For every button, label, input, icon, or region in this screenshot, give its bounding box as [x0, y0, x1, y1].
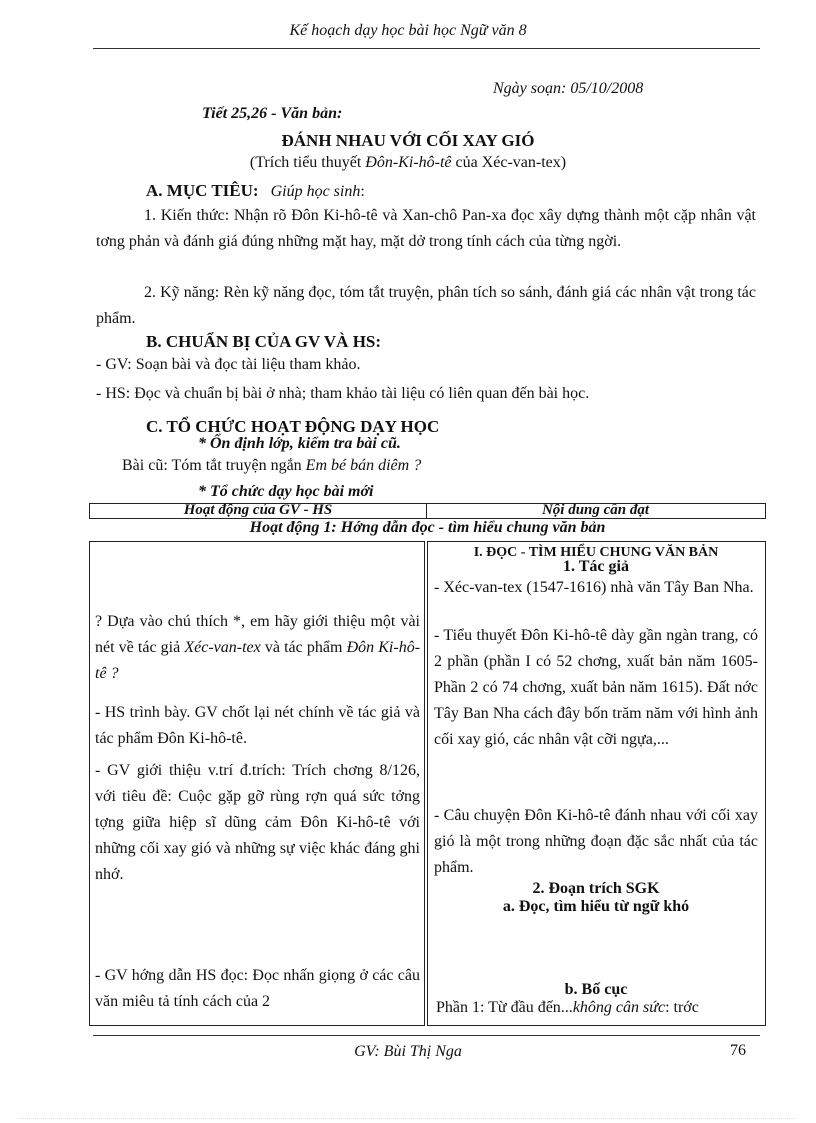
story-text: - Câu chuyện Đôn Ki-hô-tê đánh nhau với cối xay gió là một trong những đoạn đặc sắc nhất của tác phẩm.: [434, 807, 758, 876]
stabilize-line: * Ổn định lớp, kiểm tra bài cũ.: [198, 435, 401, 452]
section-a-colon: :: [360, 183, 365, 200]
header-rule: [93, 48, 760, 49]
page-edge: [20, 1118, 796, 1119]
section-c-heading: C. TỔ CHỨC HOẠT ĐỘNG DẠY HỌC: [146, 417, 440, 436]
table-header: [89, 503, 766, 519]
part1-suffix: : trớc: [665, 999, 699, 1016]
page-header: Kế hoạch dạy học bài học Ngữ văn 8: [289, 22, 527, 39]
question-prefix: ? Dựa vào chú thích *, em hãy giới thiệu một vài nét về tác giả: [95, 613, 420, 656]
section-a-note: Giúp học sinh: [270, 183, 361, 200]
section-a-heading-line: [146, 181, 365, 201]
prep-hs: - HS: Đọc và chuẩn bị bài ở nhà; tham khảo tài liệu có liên quan đến bài học.: [96, 385, 590, 402]
section-a-heading: A. MỤC TIÊU:: [146, 181, 259, 200]
new-lesson-line: * Tổ chức dạy học bài mới: [198, 483, 374, 500]
subtitle-rest: của Xéc-van-tex): [451, 154, 567, 171]
question-work: Đôn Ki-hô-tê ?: [95, 639, 421, 682]
question-author-work: [95, 609, 420, 687]
right-section-title: I. ĐỌC - TÌM HIỂU CHUNG VĂN BẢN: [473, 545, 719, 560]
page-number: 76: [730, 1042, 746, 1059]
gv-read-guide: - GV hớng dẫn HS đọc: Đọc nhấn giọng ở các câu văn miêu tả tính cách của 2: [95, 967, 420, 1010]
lesson-subtitle: [0, 154, 816, 172]
col-left-header: Hoạt động của GV - HS: [183, 503, 333, 518]
part1-prefix: Phần 1: Từ đầu đến...: [436, 999, 573, 1016]
vocab-heading: a. Đọc, tìm hiểu từ ngữ khó: [502, 898, 690, 915]
date-line: Ngày soạn: 05/10/2008: [493, 80, 644, 97]
subtitle-work: Đôn-Ki-hô-tê: [365, 154, 452, 171]
footer-rule: [93, 1035, 760, 1036]
prep-gv: - GV: Soạn bài và đọc tài liệu tham khảo.: [96, 356, 361, 373]
old-lesson-prefix: Bài cũ: Tóm tắt truyện ngắn: [122, 457, 306, 474]
question-author: Xéc-van-tex: [184, 639, 261, 656]
part1-line: [436, 999, 699, 1017]
old-lesson-line: [122, 457, 421, 475]
right-column-box: [427, 541, 766, 1026]
excerpt-heading: 2. Đoạn trích SGK: [532, 880, 660, 897]
subtitle-open: (Trích tiểu thuyết: [249, 154, 366, 171]
author-heading: 1. Tác giả: [563, 558, 629, 575]
footer-author: GV: Bùi Thị Nga: [354, 1043, 462, 1060]
part1-italic: không cân sức: [572, 999, 666, 1016]
gv-intro: - GV giới thiệu v.trí đ.trích: Trích chơng 8/126, với tiêu đề: Cuộc gặp gỡ rùng rợn quá sức tởng tợng giữa hiệp sĩ dũng cảm Đôn Ki-hô-tê với những cối xay gió và những sự việc khác đáng ghi nhớ.: [95, 762, 420, 883]
novel-text: - Tiểu thuyết Đôn Ki-hô-tê dày gần ngàn trang, có 2 phần (phần I có 52 chơng, xuất bản năm 1605- Phần 2 có 74 chơng, xuất bản năm 1615). Đất nớc Tây Ban Nha cách đây bốn trăm năm với hình ảnh cối xay gió, các nhân vật cỡi ngựa,...: [434, 627, 758, 748]
lesson-title: ĐÁNH NHAU VỚI CỐI XAY GIÓ: [281, 131, 535, 150]
layout-heading: b. Bố cục: [564, 981, 628, 998]
question-mid: và tác phẩm: [260, 639, 347, 656]
activity-title: Hoạt động 1: Hớng dẫn đọc - tìm hiểu chung văn bản: [249, 519, 606, 536]
col-right-header: Nội dung cần đạt: [541, 503, 650, 518]
old-lesson-work: Em bé bán diêm ?: [305, 457, 422, 474]
skills-paragraph: 2. Kỹ năng: Rèn kỹ năng đọc, tóm tắt truyện, phân tích so sánh, đánh giá các nhân vật trong tác phẩm.: [96, 284, 756, 327]
author-text: - Xéc-van-tex (1547-1616) nhà văn Tây Ban Nha.: [434, 579, 754, 596]
lesson-line: Tiết 25,26 - Văn bản:: [202, 105, 343, 122]
hs-present: - HS trình bày. GV chốt lại nét chính về tác giả và tác phẩm Đôn Ki-hô-tê.: [95, 704, 420, 747]
section-b-heading: B. CHUẨN BỊ CỦA GV VÀ HS:: [146, 332, 382, 351]
knowledge-paragraph: 1. Kiến thức: Nhận rõ Đôn Ki-hô-tê và Xan-chô Pan-xa đọc xây dựng thành một cặp nhân vật tơng phản và đánh giá đúng những mặt hay, mặt dở trong tính cách của từng ngời.: [96, 207, 756, 250]
